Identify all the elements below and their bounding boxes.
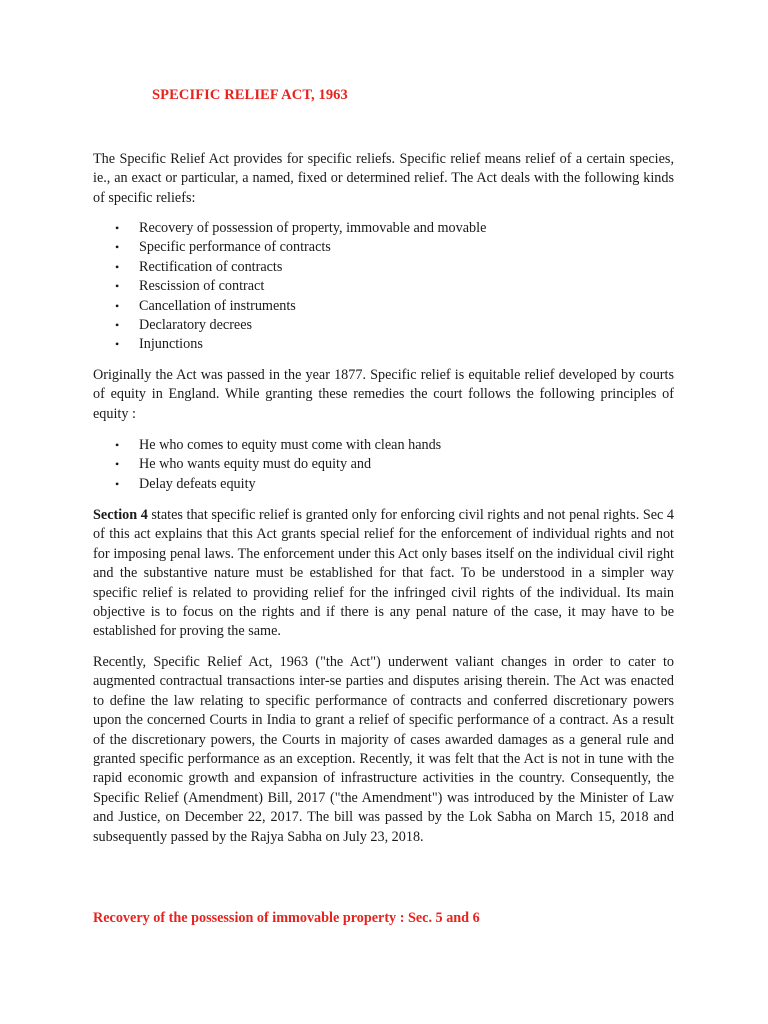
list-item	[93, 455, 441, 474]
list-item-text: Cancellation of instruments	[139, 297, 296, 314]
bullet-icon: •	[115, 221, 120, 235]
principles-list	[93, 436, 441, 494]
bullet-icon: •	[115, 240, 120, 255]
intro-paragraph: The Specific Relief Act provides for specific reliefs. Specific relief means relief of a certain species, ie., an exact or particular, a named, fixed or determined relief. The Act deals with the following kinds of specific reliefs:	[93, 151, 674, 206]
bullet-icon: •	[115, 259, 120, 274]
list-item-text: Delay defeats equity	[139, 475, 256, 492]
bullet-icon: •	[115, 476, 120, 491]
document-title: SPECIFIC RELIEF ACT, 1963	[152, 87, 348, 103]
list-item-text: Specific performance of contracts	[139, 239, 331, 256]
bullet-icon: •	[115, 279, 120, 294]
list-item-text: Recovery of possession of property, immovable and movable	[139, 220, 487, 236]
list-item-text: Declaratory decrees	[139, 316, 253, 333]
bullet-icon: •	[115, 457, 120, 472]
list-item	[93, 258, 486, 277]
amendment-paragraph: Recently, Specific Relief Act, 1963 ("the Act") underwent valiant changes in order to cater to augmented contractual transactions inter-se parties and disputes arising therein. The Act was enacted to define the law relating to specific performance of contracts and conferred discretionary powers upon the concerned Courts in India to grant a relief of specific performance of a contract. As a result of the discretionary powers, the Courts in majority of cases awarded damages as a general rule and granted specific performance as an exception. Recently, it was felt that the Act is not in tune with the rapid economic growth and expansion of infrastructure activities in the country. Consequently, the Specific Relief (Amendment) Bill, 2017 ("the Amendment") was introduced by the Minister of Law and Justice, on December 22, 2017. The bill was passed by the Lok Sabha on March 15, 2018 and subsequently passed by the Rajya Sabha on July 23, 2018.	[93, 654, 674, 845]
bullet-icon: •	[115, 337, 120, 352]
list-item-text: Rescission of contract	[139, 278, 265, 295]
list-item	[93, 335, 486, 354]
section-heading-recovery: Recovery of the possession of immovable property : Sec. 5 and 6	[93, 910, 480, 926]
list-item	[93, 316, 486, 335]
bullet-icon: •	[115, 438, 120, 452]
section4-paragraph	[93, 506, 674, 642]
section4-text: states that specific relief is granted only for enforcing civil rights and not penal rights. Sec 4 of this act explains that this Act grants special relief for the enforcement of individual rights and not for imposing penal laws. The enforcement under this Act only bases itself on the individual civil right and the substantive nature must be established for that fact. To be understood in a simpler way specific relief is related to providing relief for the infringed civil rights of the individual. Its main objective is to focus on the rights and if there is any penal nature of the case, it may have to be established for proving the same.	[93, 507, 674, 640]
section4-label: Section 4	[93, 507, 148, 523]
list-item-text: Injunctions	[139, 336, 203, 353]
history-paragraph: Originally the Act was passed in the year 1877. Specific relief is equitable relief developed by courts of equity in England. While granting these remedies the court follows the following principles of equity :	[93, 367, 674, 422]
bullet-icon: •	[115, 317, 120, 332]
list-item	[93, 475, 441, 494]
list-item	[93, 436, 441, 455]
list-item	[93, 277, 486, 296]
list-item	[93, 219, 486, 238]
list-item	[93, 297, 486, 316]
list-item	[93, 238, 486, 257]
bullet-icon: •	[115, 298, 120, 313]
reliefs-list	[93, 219, 486, 355]
list-item-text: Rectification of contracts	[139, 258, 283, 275]
list-item-text: He who comes to equity must come with clean hands	[139, 437, 442, 453]
list-item-text: He who wants equity must do equity and	[139, 456, 372, 473]
